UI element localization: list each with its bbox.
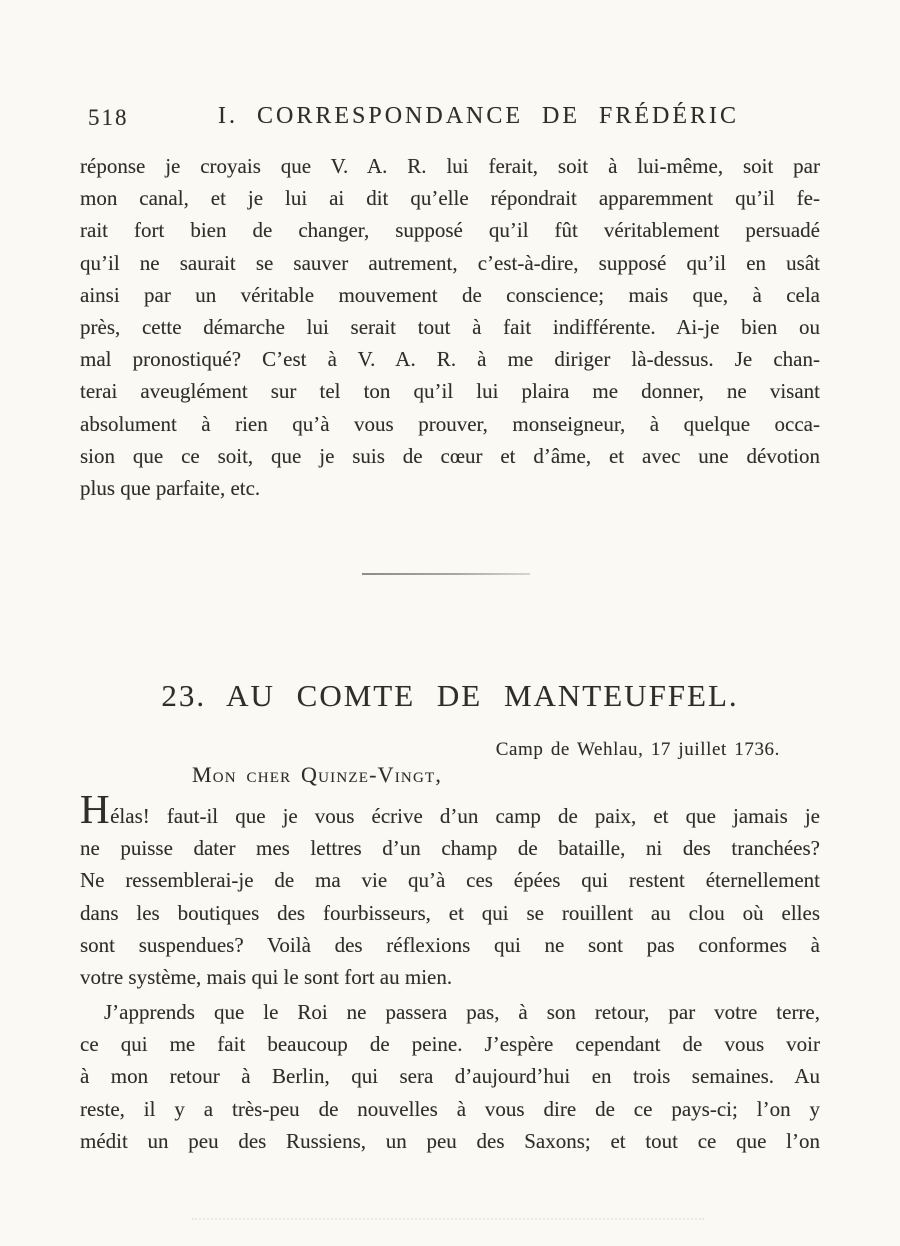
text-line: Ne ressemblerai-je de ma vie qu’à ces épées qui restent éternellement	[80, 868, 820, 893]
letter-paragraph-1	[80, 786, 820, 993]
text-line: dans les boutiques des fourbisseurs, et qui se rouillent au clou où elles	[80, 900, 820, 925]
letter-heading: 23. AU COMTE DE MANTEUFFEL.	[161, 678, 739, 713]
drop-initial: H	[80, 786, 111, 832]
text-line: réponse je croyais que V. A. R. lui ferait, soit à lui-même, soit par	[80, 154, 820, 178]
section-divider	[362, 573, 530, 575]
text-line: à mon retour à Berlin, qui sera d’aujourd’hui en trois semaines. Au	[80, 1064, 820, 1089]
text-line: absolument à rien qu’à vous prouver, monseigneur, à quelque occa-	[80, 411, 820, 436]
text-line: terai aveuglément sur tel ton qu’il lui plaira me donner, ne visant	[80, 379, 820, 404]
text-line: rait fort bien de changer, supposé qu’il fût véritablement persuadé	[80, 218, 820, 243]
text-line: ce qui me fait beaucoup de peine. J’espère cependant de vous voir	[80, 1032, 820, 1057]
text-line: qu’il ne saurait se sauver autrement, c’est-à-dire, supposé qu’il en usât	[80, 250, 820, 275]
page-number: 518	[88, 105, 129, 130]
running-head	[80, 103, 820, 135]
previous-letter-continuation	[80, 150, 820, 504]
text-line: ainsi par un véritable mouvement de conscience; mais que, à cela	[80, 282, 820, 307]
text-line: élas! faut-il que je vous écrive d’un camp de paix, et que jamais je	[110, 804, 820, 828]
letter-salutation: Mon cher Quinze-Vingt,	[192, 762, 443, 787]
text-line-with-initial	[80, 786, 820, 832]
text-line: reste, il y a très-peu de nouvelles à vous dire de ce pays-ci; l’on y	[80, 1096, 820, 1121]
text-line: sion que ce soit, que je suis de cœur et d’âme, et avec une dévotion	[80, 443, 820, 468]
text-line: près, cette démarche lui serait tout à fait indifférente. Ai-je bien ou	[80, 314, 820, 339]
text-line: votre système, mais qui le sont fort au mien.	[80, 964, 453, 989]
letter-paragraph-2	[80, 996, 820, 1157]
text-line: médit un peu des Russiens, un peu des Saxons; et tout ce que l’on	[80, 1128, 820, 1153]
text-line: plus que parfaite, etc.	[80, 475, 261, 500]
running-title: I. CORRESPONDANCE DE FRÉDÉRIC	[218, 103, 740, 129]
text-line: sont suspendues? Voilà des réflexions qui ne sont pas conformes à	[80, 932, 820, 957]
text-line: J’apprends que le Roi ne passera pas, à son retour, par votre terre,	[104, 1000, 820, 1024]
text-line: mon canal, et je lui ai dit qu’elle répondrait apparemment qu’il fe-	[80, 186, 820, 211]
scan-artifact-dotted-line	[192, 1218, 704, 1220]
text-line: mal pronostiqué? C’est à V. A. R. à me diriger là-dessus. Je chan-	[80, 347, 820, 372]
text-line: ne puisse dater mes lettres d’un champ de bataille, ni des tranchées?	[80, 836, 820, 861]
letter-dateline: Camp de Wehlau, 17 juillet 1736.	[495, 739, 780, 760]
